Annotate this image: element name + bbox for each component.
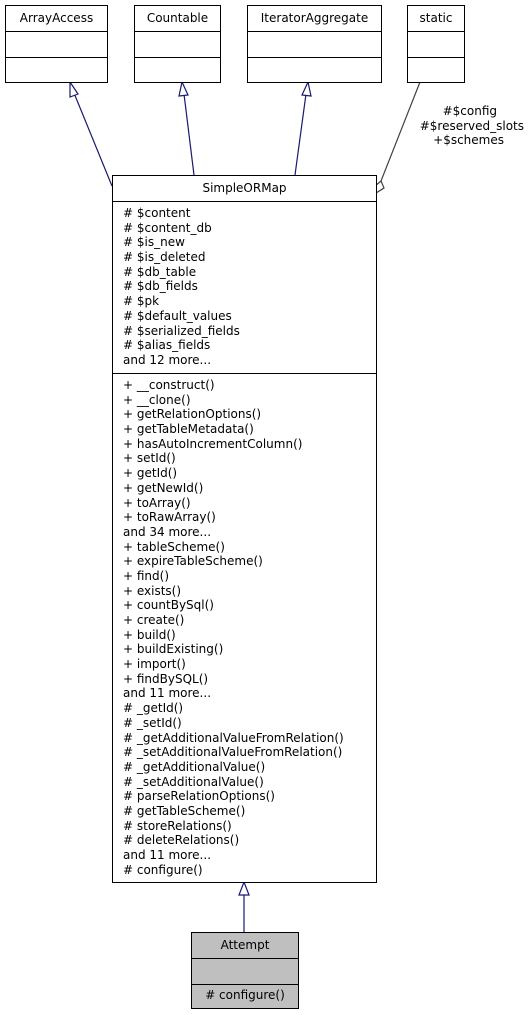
member-attribute[interactable]: # $content [123, 206, 191, 220]
member-method[interactable]: + getNewId() [123, 480, 204, 495]
edge-countable [184, 94, 194, 175]
attributes-section [192, 958, 298, 984]
member-method[interactable]: # configure() [123, 862, 203, 877]
edge-attempt-arrowhead [239, 882, 249, 895]
member-method[interactable]: # _getAdditionalValue() [123, 759, 266, 774]
methods-section [135, 57, 220, 84]
attributes-section [113, 201, 376, 373]
static-edge-label [400, 104, 524, 148]
edge-arrayaccess-arrowhead [70, 82, 78, 97]
member-attribute[interactable]: # $alias_fields [123, 338, 211, 353]
class-title: ArrayAccess [19, 11, 94, 25]
member-method[interactable]: # _setAdditionalValue() [123, 774, 264, 789]
member-method[interactable]: + getId() [123, 466, 178, 481]
member-attribute[interactable]: # $is_new [123, 235, 185, 250]
member-method[interactable]: + build() [123, 627, 176, 642]
member-method[interactable]: + expireTableScheme() [123, 554, 263, 569]
member-method[interactable]: # deleteRelations() [123, 833, 240, 848]
class-static[interactable] [407, 5, 465, 83]
edge-countable-arrowhead [179, 82, 188, 96]
edge-label-line: #$config [442, 104, 497, 118]
attributes-section [6, 31, 107, 57]
class-title: static [419, 11, 453, 25]
member-method[interactable]: # _getId() [123, 701, 184, 716]
member-method[interactable]: and 11 more... [123, 848, 212, 862]
methods-section [192, 984, 298, 1010]
member-method[interactable]: # getTableScheme() [123, 803, 246, 818]
edge-label-line: #$reserved_slots [419, 118, 524, 133]
member-method[interactable]: # parseRelationOptions() [123, 789, 275, 804]
member-method[interactable]: # _setId() [123, 715, 182, 730]
member-method[interactable]: # _getAdditionalValueFromRelation() [123, 730, 344, 745]
member-method[interactable]: + find() [123, 568, 170, 583]
attributes-section [248, 31, 381, 57]
member-attribute[interactable]: # $db_fields [123, 279, 198, 294]
edge-iteratoraggregate [295, 94, 306, 175]
member-method[interactable]: + toArray() [123, 495, 191, 510]
member-method[interactable]: # _setAdditionalValueFromRelation() [123, 745, 343, 760]
member-attribute[interactable]: # $serialized_fields [123, 323, 240, 338]
member-method[interactable]: + findBySQL() [123, 671, 209, 686]
member-attribute[interactable]: # $content_db [123, 220, 212, 235]
member-method[interactable]: and 11 more... [123, 686, 212, 701]
member-method[interactable]: + tableScheme() [123, 539, 225, 554]
member-attribute[interactable]: # $pk [123, 294, 160, 309]
class-title: IteratorAggregate [260, 11, 369, 25]
class-title: Attempt [220, 938, 270, 952]
member-method[interactable]: + getTableMetadata() [123, 422, 254, 437]
member-attribute[interactable]: and 12 more... [123, 352, 212, 367]
attributes-section [135, 31, 220, 57]
edge-iteratoraggregate-arrowhead [302, 82, 311, 96]
member-method[interactable]: + exists() [123, 583, 182, 598]
member-method[interactable]: + buildExisting() [123, 642, 224, 657]
class-iteratoraggregate[interactable] [247, 5, 382, 83]
methods-section [248, 57, 381, 84]
class-arrayaccess[interactable] [5, 5, 108, 83]
attributes-section [408, 31, 464, 57]
member-method[interactable]: # storeRelations() [123, 818, 232, 833]
member-method[interactable]: + toRawArray() [123, 510, 216, 525]
member-attribute[interactable]: # $default_values [123, 308, 232, 323]
member-method[interactable]: + hasAutoIncrementColumn() [123, 436, 303, 451]
member-method[interactable]: + getRelationOptions() [123, 407, 262, 422]
member-method[interactable]: + countBySql() [123, 598, 214, 613]
class-simpleormap[interactable] [112, 175, 377, 883]
class-attempt[interactable] [191, 932, 299, 1009]
methods-section [408, 57, 464, 84]
class-countable[interactable] [134, 5, 221, 83]
member-method[interactable]: and 34 more... [123, 524, 212, 539]
member-attribute[interactable]: # $is_deleted [123, 250, 206, 265]
class-title: SimpleORMap [202, 181, 287, 195]
member-method[interactable]: + __construct() [123, 378, 215, 392]
member-method[interactable]: # configure() [205, 988, 285, 1002]
member-method[interactable]: + create() [123, 613, 185, 627]
methods-section [6, 57, 107, 84]
member-method[interactable]: + import() [123, 657, 186, 672]
edge-arrayaccess [74, 93, 112, 186]
edge-label-line: +$schemes [433, 133, 504, 147]
member-method[interactable]: + __clone() [123, 392, 191, 407]
member-attribute[interactable]: # $db_table [123, 264, 197, 279]
class-title: Countable [146, 11, 209, 25]
member-method[interactable]: + setId() [123, 451, 176, 466]
methods-section [113, 373, 376, 882]
